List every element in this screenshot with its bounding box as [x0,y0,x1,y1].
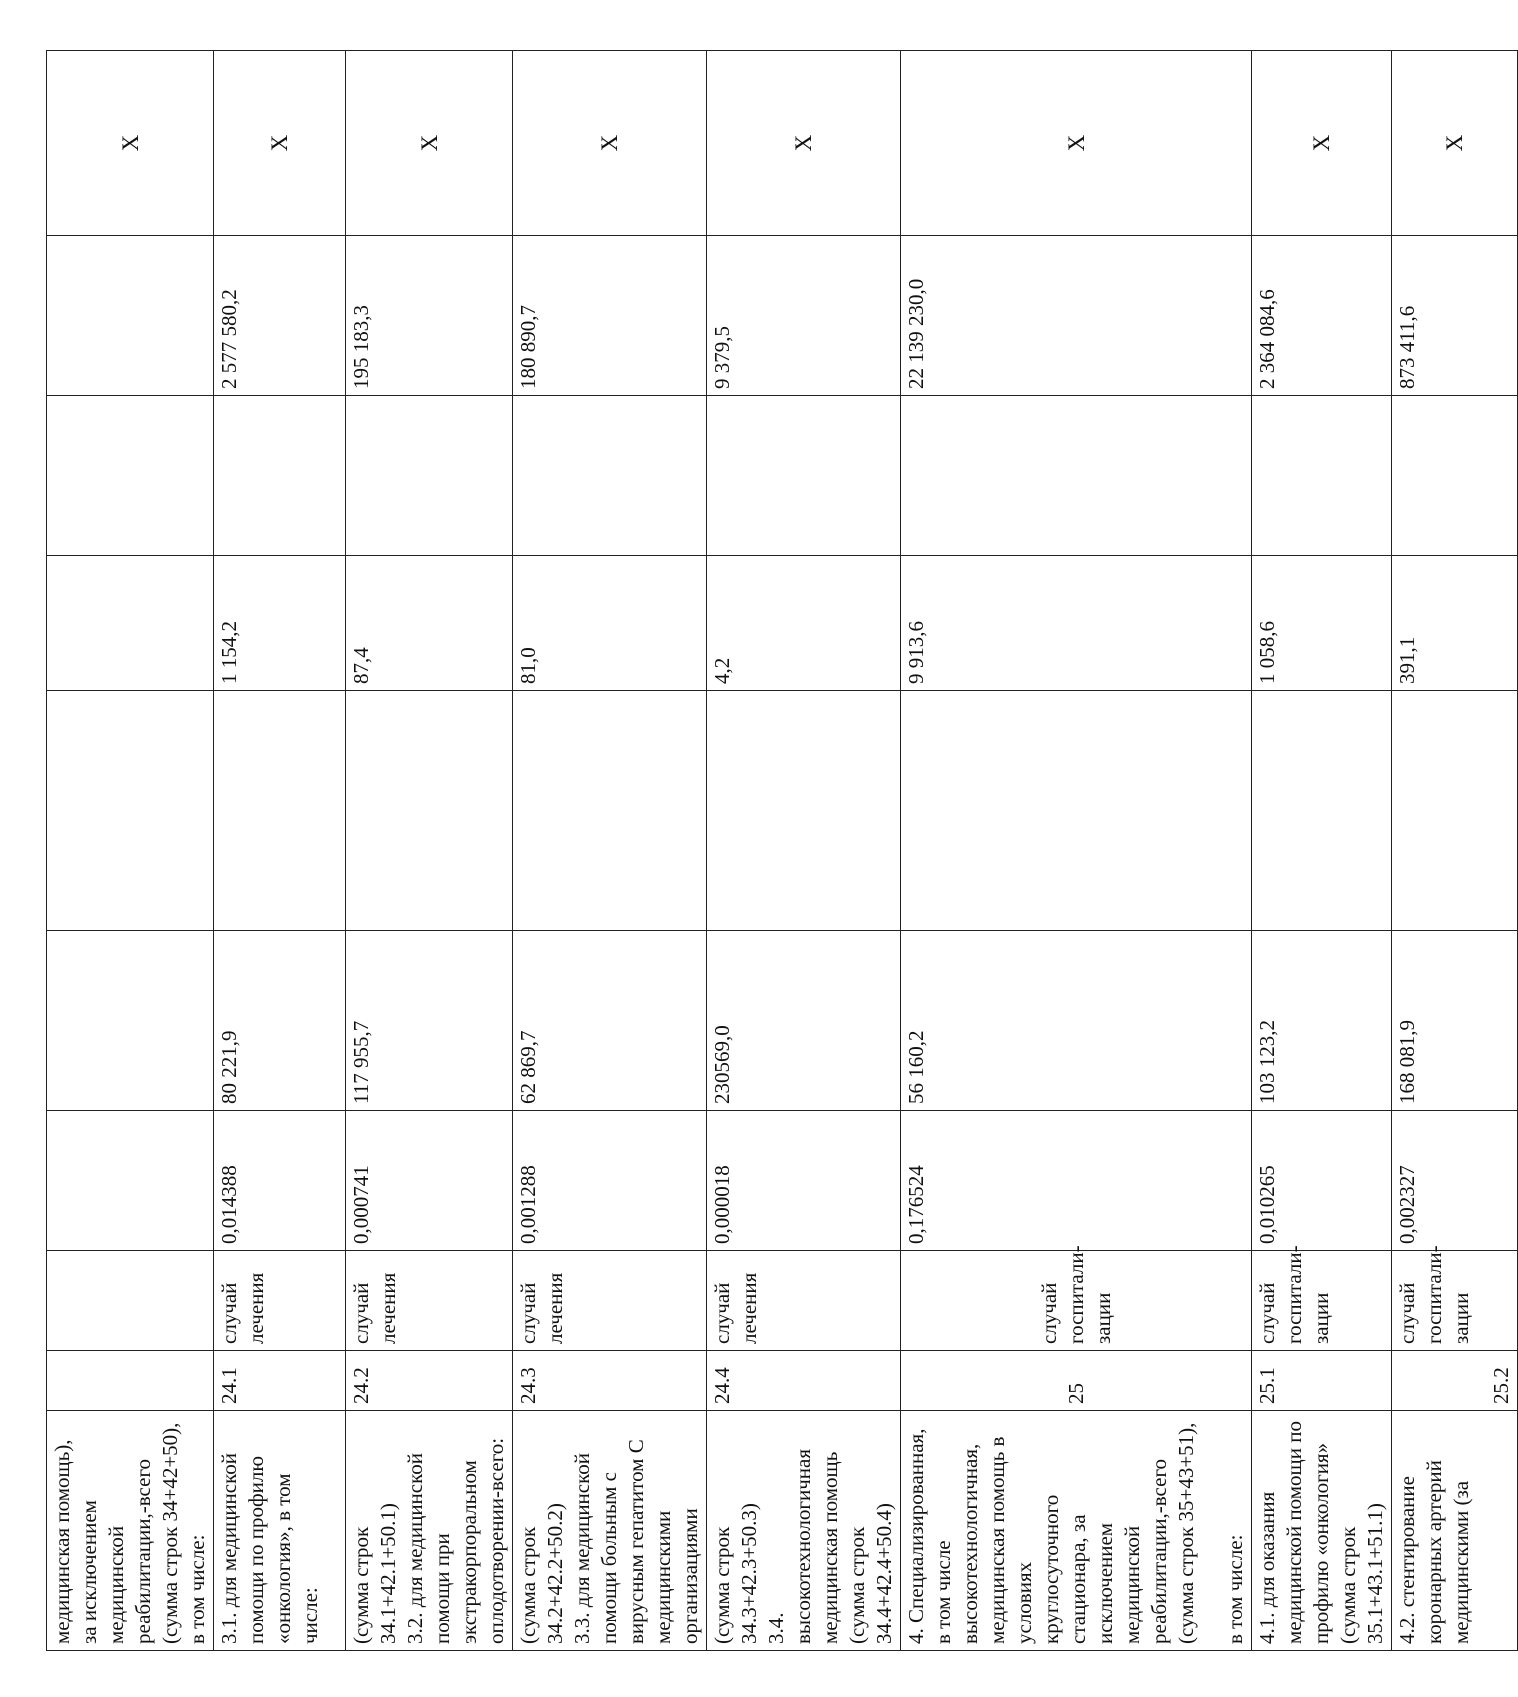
row-norm: 0,010265 [1252,1111,1392,1251]
row-sum: 9 379,5 [707,236,901,396]
row-unit: случай лечения [513,1251,707,1351]
row-name [346,1411,513,1651]
table-row [1392,51,1518,1651]
table-row [214,51,346,1651]
row-name: медицинская помощь), за исключением медицинской реабилитации,-всего (сумма строк 34+42+50), в том числе: [47,1411,214,1651]
row-name: 4.2. стентирование коронарных артерий медицинскими (за [1392,1411,1518,1651]
row-sum [47,236,214,396]
row-cost: 62 869,7 [513,931,707,1111]
row-col6 [707,691,901,931]
row-col8 [901,396,1252,556]
row-norm: 0,176524 [901,1111,1252,1251]
row-cost: 117 955,7 [346,931,513,1111]
row-code: 25 [901,1351,1252,1411]
row-unit [47,1251,214,1351]
row-cost: 103 123,2 [1252,931,1392,1111]
row-name-text: 3.2. для медицинской помощи при экстракорпоральном оплодотворении-всего: [403,1437,508,1644]
row-name: 4.1. для оказания медицинской помощи по профилю «онкология» (сумма строк 35.1+43.1+51.1) [1252,1411,1392,1651]
row-unit: случай лечения [346,1251,513,1351]
table-row [901,51,1252,1651]
row-volume: 391,1 [1392,556,1518,691]
row-col6 [214,691,346,931]
row-col6 [346,691,513,931]
row-col8 [47,396,214,556]
rotated-page [46,51,1513,1651]
row-x: X [1252,51,1392,236]
table-row [1252,51,1392,1651]
row-name-text: 3.4. высокотехнологичная медицинская помощь (сумма строк 34.4+42.4+50.4) [764,1449,896,1644]
row-code [47,1351,214,1411]
financing-table [46,50,1518,1651]
row-volume: 1 058,6 [1252,556,1392,691]
row-x: X [214,51,346,236]
row-cost: 56 160,2 [901,931,1252,1111]
row-col6 [513,691,707,931]
row-name [513,1411,707,1651]
row-sum: 195 183,3 [346,236,513,396]
table-row [346,51,513,1651]
row-col8 [707,396,901,556]
row-cost: 168 081,9 [1392,931,1518,1111]
row-volume: 87,4 [346,556,513,691]
row-formula: в том числе: [1223,1534,1247,1644]
row-x: X [1392,51,1518,236]
table-row [513,51,707,1651]
row-formula: (сумма строк 34.2+42.2+50.2) [516,1503,567,1644]
row-name [707,1411,901,1651]
row-norm: 0,000741 [346,1111,513,1251]
row-sum: 2 577 580,2 [214,236,346,396]
row-sum: 873 411,6 [1392,236,1518,396]
row-norm: 0,002327 [1392,1111,1518,1251]
row-code: 24.2 [346,1351,513,1411]
row-col8 [1392,396,1518,556]
row-sum: 2 364 084,6 [1252,236,1392,396]
row-volume: 81,0 [513,556,707,691]
row-col8 [1252,396,1392,556]
row-x: X [707,51,901,236]
row-volume: 4,2 [707,556,901,691]
row-name-text: 3.3. для медицинской помощи больным с вирусным гепатитом С медицинскими организациями [570,1439,702,1644]
row-col6 [1252,691,1392,931]
row-col6 [47,691,214,931]
row-norm [47,1111,214,1251]
row-volume: 1 154,2 [214,556,346,691]
row-name [901,1411,1252,1651]
row-code: 25.2 [1392,1351,1518,1411]
row-cost: 230569,0 [707,931,901,1111]
row-sum: 22 139 230,0 [901,236,1252,396]
row-col6 [901,691,1252,931]
row-name-text: 4. Специализированная, в том числе высокотехнологичная, медицинская помощь в условиях круглосуточного стационара, за исключением медицинской реабилитации,-всего (сумма строк 35+43+51), [904,1422,1198,1644]
row-name-text: 3.1. для медицинской помощи по профилю «онкология», в том числе: [217,1453,322,1644]
row-volume: 9 913,6 [901,556,1252,691]
row-code: 25.1 [1252,1351,1392,1411]
table-row [47,51,214,1651]
row-code: 24.3 [513,1351,707,1411]
row-code: 24.1 [214,1351,346,1411]
row-code: 24.4 [707,1351,901,1411]
row-norm: 0,000018 [707,1111,901,1251]
row-unit: случай лечения [214,1251,346,1351]
row-unit: случай госпитали- зации [1252,1251,1392,1351]
row-col8 [346,396,513,556]
row-x: X [346,51,513,236]
row-cost [47,931,214,1111]
row-name [214,1411,346,1651]
row-x: X [47,51,214,236]
row-sum: 180 890,7 [513,236,707,396]
row-unit: случай госпитали- зации [1392,1251,1518,1351]
row-norm: 0,014388 [214,1111,346,1251]
table-row [707,51,901,1651]
row-col8 [214,396,346,556]
row-x: X [513,51,707,236]
row-norm: 0,001288 [513,1111,707,1251]
row-cost: 80 221,9 [214,931,346,1111]
row-unit: случай госпитали- зации [901,1251,1252,1351]
row-volume [47,556,214,691]
row-formula: (сумма строк 34.3+42.3+50.3) [710,1503,761,1644]
row-col8 [513,396,707,556]
row-unit: случай лечения [707,1251,901,1351]
row-formula: (сумма строк 34.1+42.1+50.1) [349,1503,400,1644]
row-x: X [901,51,1252,236]
row-col6 [1392,691,1518,931]
